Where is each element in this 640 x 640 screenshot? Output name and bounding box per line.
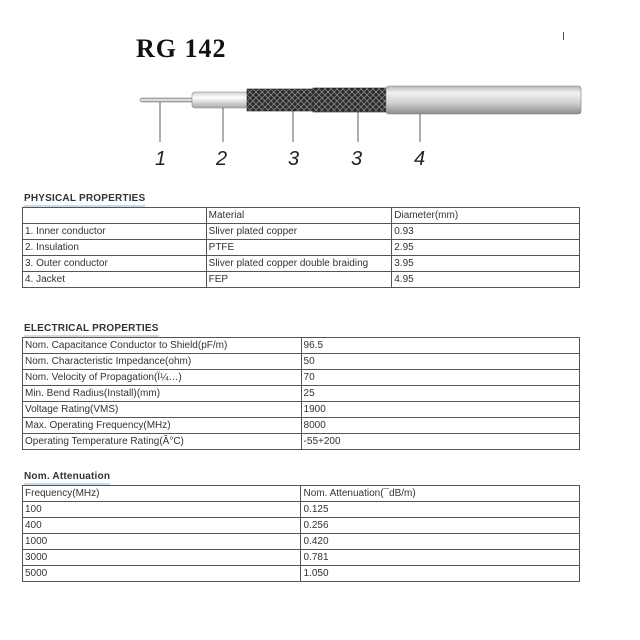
table-cell: Sliver plated copper	[206, 224, 392, 240]
table-cell: Nom. Capacitance Conductor to Shield(pF/m)	[23, 338, 302, 354]
table-cell: 50	[301, 354, 579, 370]
table-cell: 2. Insulation	[23, 240, 207, 256]
physical-properties-heading	[24, 193, 145, 204]
table-row	[23, 418, 580, 434]
table-cell: Operating Temperature Rating(Â°C)	[23, 434, 302, 450]
callout-2: 2	[216, 148, 228, 170]
table-row	[23, 550, 580, 566]
electrical-properties-table	[22, 337, 580, 450]
table-cell: Frequency(MHz)	[23, 486, 301, 502]
table-cell: Material	[206, 208, 392, 224]
page-title: RG 142	[136, 34, 227, 63]
table-cell: Sliver plated copper double braiding	[206, 256, 392, 272]
corner-mark	[563, 32, 564, 40]
table-cell: -55+200	[301, 434, 579, 450]
table-cell: Nom. Attenuation(¯dB/m)	[301, 486, 580, 502]
table-row	[23, 502, 580, 518]
table-cell: 2.95	[392, 240, 580, 256]
table-row	[23, 534, 580, 550]
table-row	[23, 240, 580, 256]
table-cell: 70	[301, 370, 579, 386]
table-cell: 1. Inner conductor	[23, 224, 207, 240]
table-row	[23, 402, 580, 418]
outer-conductor-braid-1	[247, 89, 315, 111]
table-cell	[23, 208, 207, 224]
table-cell: Max. Operating Frequency(MHz)	[23, 418, 302, 434]
table-cell: 3. Outer conductor	[23, 256, 207, 272]
table-row	[23, 272, 580, 288]
callout-3a: 3	[288, 148, 300, 170]
table-cell: 3.95	[392, 256, 580, 272]
table-cell: 4.95	[392, 272, 580, 288]
table-row	[23, 486, 580, 502]
table-cell: 4. Jacket	[23, 272, 207, 288]
table-cell: 3000	[23, 550, 301, 566]
callout-3b: 3	[351, 148, 363, 170]
outer-conductor-braid-2	[313, 88, 388, 112]
table-row	[23, 566, 580, 582]
table-cell: FEP	[206, 272, 392, 288]
table-cell: 400	[23, 518, 301, 534]
physical-properties-table	[22, 207, 580, 288]
callout-1: 1	[155, 148, 167, 170]
table-row	[23, 354, 580, 370]
table-row	[23, 224, 580, 240]
table-cell: 0.93	[392, 224, 580, 240]
inner-conductor	[140, 98, 195, 102]
table-cell: 5000	[23, 566, 301, 582]
table-row	[23, 256, 580, 272]
table-row	[23, 208, 580, 224]
cable-diagram	[130, 80, 610, 160]
table-cell: 1.050	[301, 566, 580, 582]
electrical-properties-heading-text: ELECTRICAL PROPERTIES	[24, 323, 159, 337]
table-cell: Nom. Characteristic Impedance(ohm)	[23, 354, 302, 370]
table-cell: Min. Bend Radius(Install)(mm)	[23, 386, 302, 402]
table-cell: 0.420	[301, 534, 580, 550]
table-cell: 1900	[301, 402, 579, 418]
table-cell: 25	[301, 386, 579, 402]
table-cell: 96.5	[301, 338, 579, 354]
electrical-properties-heading	[24, 323, 159, 334]
table-cell: 0.125	[301, 502, 580, 518]
table-cell: 0.781	[301, 550, 580, 566]
jacket	[386, 86, 581, 114]
table-cell: 0.256	[301, 518, 580, 534]
table-row	[23, 370, 580, 386]
attenuation-heading	[24, 471, 110, 482]
callout-4: 4	[414, 148, 426, 170]
table-row	[23, 434, 580, 450]
attenuation-table	[22, 485, 580, 582]
insulation	[192, 92, 252, 108]
table-cell: 8000	[301, 418, 579, 434]
table-cell: 1000	[23, 534, 301, 550]
physical-properties-heading-text: PHYSICAL PROPERTIES	[24, 193, 145, 207]
table-cell: Nom. Velocity of Propagation(Ï¼…)	[23, 370, 302, 386]
table-row	[23, 338, 580, 354]
table-row	[23, 518, 580, 534]
table-cell: Voltage Rating(VMS)	[23, 402, 302, 418]
attenuation-heading-text: Nom. Attenuation	[24, 471, 110, 485]
table-cell: Diameter(mm)	[392, 208, 580, 224]
table-row	[23, 386, 580, 402]
table-cell: 100	[23, 502, 301, 518]
table-cell: PTFE	[206, 240, 392, 256]
